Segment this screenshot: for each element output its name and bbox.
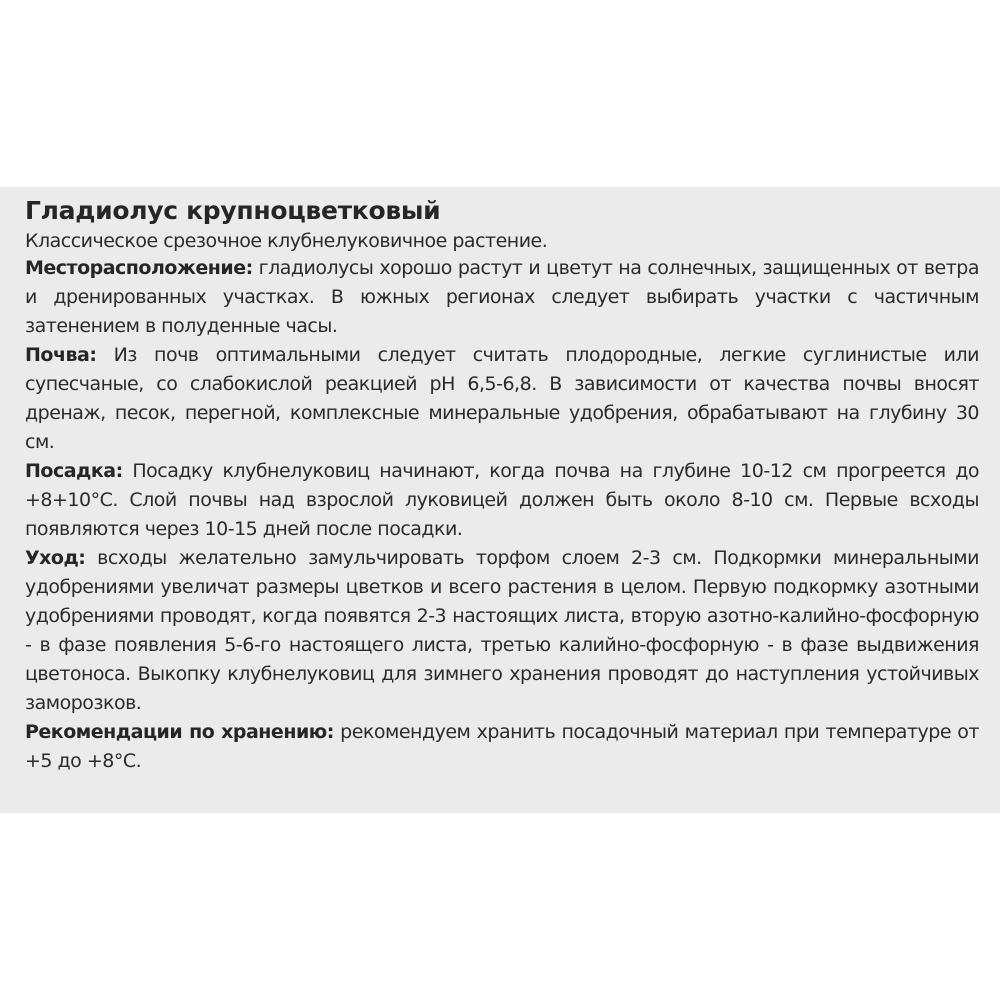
product-title: Гладиолус крупноцветковый — [25, 196, 441, 225]
section-planting — [25, 457, 979, 544]
description-content — [25, 194, 979, 776]
section-text: гладиолусы хорошо растут и цветут на солнечных, защищенных от ветра и дренированных участках. В южных регионах следует выбирать участки с частичным затенением в полуденные часы. — [25, 257, 979, 337]
section-label: Месторасположение: — [25, 257, 253, 279]
section-text: Посадку клубнелуковиц начинают, когда почва на глубине 10-12 см прогреется до +8+10°С. Слой почвы над взрослой луковицей должен быть около 8-10 см. Первые всходы появляются через 10-15 дней после посадки. — [25, 460, 979, 540]
section-label: Уход: — [25, 547, 86, 569]
section-label: Посадка: — [25, 460, 123, 482]
section-text: всходы желательно замульчировать торфом слоем 2-3 см. Подкормки минеральными удобрениями увеличат размеры цветков и всего растения в целом. Первую подкормку азотными удобрениями проводят, когда появятся 2-3 настоящих листа, вторую азотно-калийно-фосфорную - в фазе появления 5-6-го настоящего листа, третью калийно-фосфорную - в фазе выдвижения цветоноса. Выкопку клубнелуковиц для зимнего хранения проводят до наступления устойчивых заморозков. — [25, 547, 979, 714]
section-text: рекомендуем хранить посадочный материал при температуре от +5 до +8°С. — [25, 721, 980, 772]
section-label: Рекомендации по хранению: — [25, 721, 334, 743]
product-description-card — [0, 187, 1000, 813]
section-text: Из почв оптимальными следует считать плодородные, легкие суглинистые или супесчаные, со слабокислой реакцией pH 6,5-6,8. В зависимости от качества почвы вносят дренаж, песок, перегной, комплексные минеральные удобрения, обрабатывают на глубину 30 см. — [25, 344, 979, 453]
section-care — [25, 544, 979, 718]
section-soil — [25, 341, 979, 457]
section-storage — [25, 718, 979, 776]
section-location — [25, 254, 979, 341]
section-label: Почва: — [25, 344, 97, 366]
product-subtitle: Классическое срезочное клубнелуковичное растение. — [25, 230, 548, 252]
